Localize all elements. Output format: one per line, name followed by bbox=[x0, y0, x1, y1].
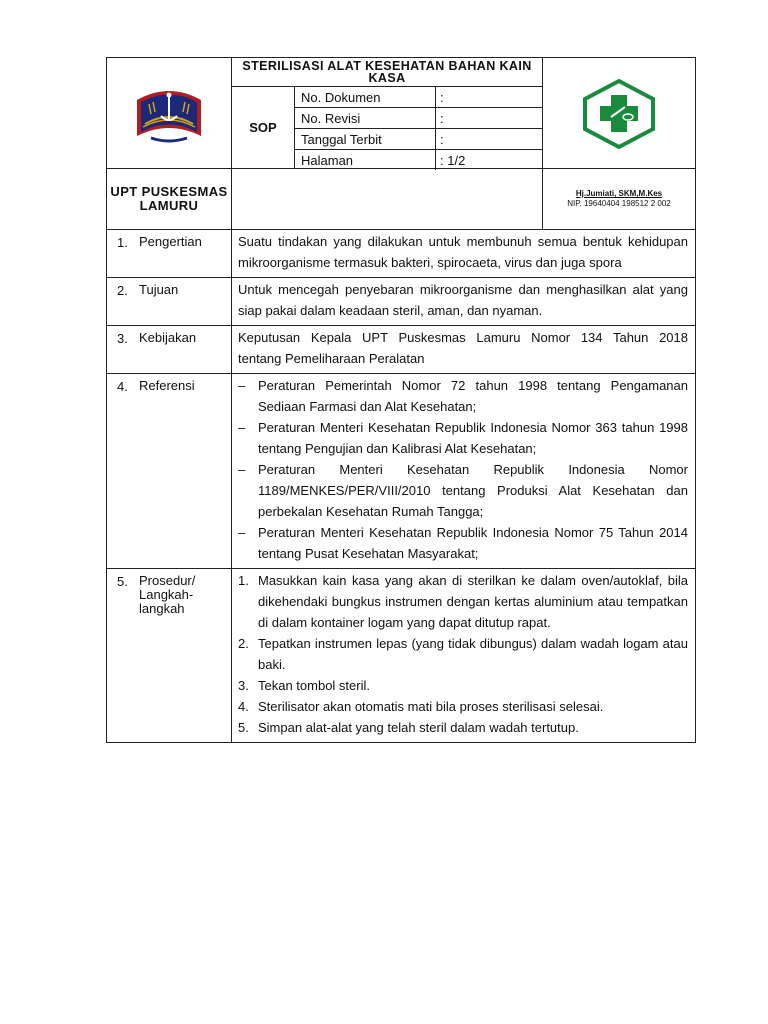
meta-row bbox=[295, 129, 542, 150]
dash-bullet: – bbox=[238, 525, 246, 540]
section-number: 4. bbox=[117, 379, 128, 394]
list-item bbox=[238, 696, 688, 717]
section-label-text: Kebijakan bbox=[139, 330, 197, 345]
section-number: 1. bbox=[117, 235, 128, 250]
meta-row bbox=[295, 108, 542, 129]
meta-label: No. Dokumen bbox=[295, 87, 436, 107]
section-label-text: Pengertian bbox=[139, 234, 202, 249]
reference-text: Peraturan Menteri Kesehatan Republik Indonesia Nomor 75 Tahun 2014 tentang Pusat Kesehatan Masyarakat; bbox=[258, 525, 688, 561]
step-text: Tepatkan instrumen lepas (yang tidak dibungus) dalam wadah logam atau baki. bbox=[258, 636, 688, 672]
reference-text: Peraturan Menteri Kesehatan Republik Indonesia Nomor 363 tahun 1998 tentang Pengujian dan Kalibrasi Alat Kesehatan; bbox=[258, 420, 688, 456]
section-label-text: Tujuan bbox=[139, 282, 179, 297]
list-item bbox=[238, 717, 688, 738]
section-referensi bbox=[107, 374, 695, 569]
dash-bullet: – bbox=[238, 378, 246, 393]
section-tujuan bbox=[107, 278, 695, 326]
list-item bbox=[238, 459, 688, 522]
reference-list bbox=[232, 374, 695, 568]
meta-value: : bbox=[440, 131, 444, 147]
step-number: 3. bbox=[238, 678, 249, 693]
section-text: Untuk mencegah penyebaran mikroorganisme dan menghasilkan alat yang siap pakai dalam keadaan steril, aman, dan nyaman. bbox=[238, 282, 688, 318]
header-row bbox=[107, 58, 695, 169]
list-item bbox=[238, 675, 688, 696]
section-prosedur bbox=[107, 569, 695, 742]
sop-label: SOP bbox=[232, 87, 295, 168]
section-pengertian bbox=[107, 230, 695, 278]
section-label-text: Prosedur/ Langkah-langkah bbox=[139, 573, 196, 616]
step-text: Sterilisator akan otomatis mati bila proses sterilisasi selesai. bbox=[258, 699, 604, 714]
section-label bbox=[107, 374, 232, 568]
section-number: 2. bbox=[117, 283, 128, 298]
meta-table bbox=[295, 87, 542, 168]
sop-document bbox=[106, 57, 703, 743]
meta-row bbox=[295, 87, 542, 108]
section-label bbox=[107, 569, 232, 742]
section-text: Suatu tindakan yang dilakukan untuk membunuh semua bentuk kehidupan mikroorganisme termasuk bakteri, spirocaeta, virus dan juga spora bbox=[238, 234, 688, 270]
dash-bullet: – bbox=[238, 462, 246, 477]
step-number: 1. bbox=[238, 573, 249, 588]
step-number: 5. bbox=[238, 720, 249, 735]
header-center bbox=[232, 58, 543, 168]
header-row-2 bbox=[107, 169, 695, 230]
meta-value: : bbox=[440, 110, 444, 126]
procedure-list bbox=[232, 569, 695, 742]
reference-text: Peraturan Menteri Kesehatan Republik Indonesia Nomor 1189/MENKES/PER/VIII/2010 tentang Produksi Alat Kesehatan dan perbekalan Kesehatan Rumah Tangga; bbox=[258, 462, 688, 519]
section-label bbox=[107, 326, 232, 373]
signature-block bbox=[543, 169, 695, 229]
meta-block bbox=[232, 87, 542, 168]
section-number: 3. bbox=[117, 331, 128, 346]
section-text: Keputusan Kepala UPT Puskesmas Lamuru Nomor 134 Tahun 2018 tentang Pemeliharaan Peralatan bbox=[238, 330, 703, 366]
section-label bbox=[107, 278, 232, 325]
list-item bbox=[238, 417, 688, 459]
blank-cell bbox=[232, 169, 543, 229]
step-text: Simpan alat-alat yang telah steril dalam wadah tertutup. bbox=[258, 720, 579, 735]
puskesmas-logo-icon bbox=[543, 58, 695, 168]
step-text: Masukkan kain kasa yang akan di sterilkan ke dalam oven/autoklaf, bila dikehendaki bungkus instrumen dengan kertas aluminium atau tempatkan di dalam kontainer logam yang dapat ditutup rapat. bbox=[258, 573, 688, 630]
step-number: 4. bbox=[238, 699, 249, 714]
signer-name: Hj.Jumiati, SKM,M.Kes bbox=[575, 189, 663, 198]
section-label-text: Referensi bbox=[139, 378, 195, 393]
page-title: STERILISASI ALAT KESEHATAN BAHAN KAIN KASA bbox=[232, 58, 542, 87]
list-item bbox=[238, 522, 688, 564]
regional-emblem-icon bbox=[107, 58, 232, 168]
list-item bbox=[238, 633, 688, 675]
list-item bbox=[238, 375, 688, 417]
section-kebijakan bbox=[107, 326, 703, 374]
step-number: 2. bbox=[238, 636, 249, 651]
meta-row bbox=[295, 150, 542, 170]
meta-label: Tanggal Terbit bbox=[295, 129, 436, 149]
reference-text: Peraturan Pemerintah Nomor 72 tahun 1998 tentang Pengamanan Sediaan Farmasi dan Alat Kesehatan; bbox=[258, 378, 688, 414]
step-text: Tekan tombol steril. bbox=[258, 678, 370, 693]
unit-name: UPT PUSKESMAS LAMURU bbox=[107, 169, 232, 229]
section-number: 5. bbox=[117, 574, 128, 589]
dash-bullet: – bbox=[238, 420, 246, 435]
signer-nip: NIP. 19640404 198512 2 002 bbox=[567, 199, 671, 208]
meta-value: : 1/2 bbox=[440, 152, 466, 168]
section-label bbox=[107, 230, 232, 277]
list-item bbox=[238, 570, 688, 633]
meta-label: No. Revisi bbox=[295, 108, 436, 128]
meta-label: Halaman bbox=[295, 150, 436, 170]
meta-value: : bbox=[440, 89, 444, 105]
